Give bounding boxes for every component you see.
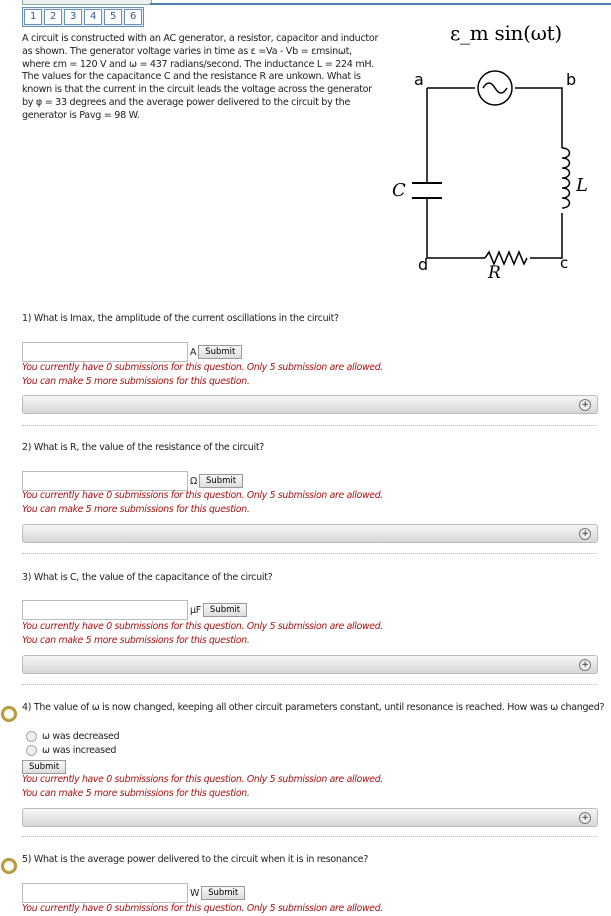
source-label: ε_m sin(ωt) xyxy=(450,21,562,45)
question-5-text: 5) What is the average power delivered to the circuit when it is in resonance? xyxy=(22,854,369,865)
unit-2: Ω xyxy=(190,475,197,487)
tab-2[interactable]: 2 xyxy=(44,9,62,25)
top-divider xyxy=(150,3,611,5)
submissions-remaining: You can make 5 more submissions for this question. xyxy=(22,787,250,799)
question-3-answer xyxy=(22,600,247,620)
problem-text: A circuit is constructed with an AC generator, a resistor, capacitor and inductor as shown. The generator voltage varies in time as ε =Va - Vb = εmsinωt, where εm = 120 V and ω = 437 radians/second. The inductance L = 224 mH. The values for the capacitance C and the resistance R are unkown. What is known is that the current in the circuit leads the voltage across the generator by φ = 33 degrees and the average power delivered to the circuit by the generator is Pavg = 98 W. xyxy=(22,33,379,121)
answer-1-input[interactable] xyxy=(22,342,188,362)
node-b: b xyxy=(566,70,576,89)
circuit-diagram xyxy=(380,8,605,283)
submit-2-button[interactable]: Submit xyxy=(199,474,243,488)
hint-bar-4[interactable] xyxy=(22,808,598,827)
submissions-count: You currently have 0 submissions for this question. Only 5 submission are allowed. xyxy=(22,774,383,785)
tab-5[interactable]: 5 xyxy=(104,9,122,25)
submissions-count: You currently have 0 submissions for this question. Only 5 submission are allowed. xyxy=(22,362,383,373)
unit-5: W xyxy=(190,887,200,899)
capacitor-label: C xyxy=(392,180,406,201)
option-label: ω was decreased xyxy=(42,731,120,742)
question-2-text: 2) What is R, the value of the resistance of the circuit? xyxy=(22,442,264,453)
hint-bar-1[interactable] xyxy=(22,395,598,414)
status-1 xyxy=(22,361,383,388)
submit-3-button[interactable]: Submit xyxy=(203,603,247,617)
submissions-remaining: You can make 5 more submissions for this question. xyxy=(22,634,250,646)
question-tabs xyxy=(22,7,144,27)
status-3 xyxy=(22,620,383,647)
divider xyxy=(22,684,596,685)
submissions-remaining: You can make 5 more submissions for this question. xyxy=(22,503,250,515)
plus-circle-icon[interactable]: + xyxy=(579,399,591,411)
submit-4-button[interactable]: Submit xyxy=(22,760,66,774)
question-1-text: 1) What is Imax, the amplitude of the current oscillations in the circuit? xyxy=(22,313,339,324)
submissions-count: You currently have 0 submissions for this question. Only 5 submission are allowed. xyxy=(22,490,383,501)
answer-5-input[interactable] xyxy=(22,883,188,903)
plus-circle-icon[interactable]: + xyxy=(579,812,591,824)
divider xyxy=(22,425,596,426)
submissions-remaining: You can make 5 more submissions for this question. xyxy=(22,375,250,387)
status-4 xyxy=(22,773,383,800)
tab-3[interactable]: 3 xyxy=(64,9,82,25)
hint-bar-2[interactable] xyxy=(22,524,598,543)
clock-icon xyxy=(1,706,17,722)
question-3-text: 3) What is C, the value of the capacitance of the circuit? xyxy=(22,572,273,583)
tab-1[interactable]: 1 xyxy=(24,9,42,25)
tab-6[interactable]: 6 xyxy=(124,9,142,25)
plus-circle-icon[interactable]: + xyxy=(579,659,591,671)
clock-icon xyxy=(1,858,17,874)
question-4-text: 4) The value of ω is now changed, keeping all other circuit parameters constant, until resonance is reached. How was ω changed? xyxy=(22,702,605,713)
top-tab xyxy=(22,0,152,5)
question-4-options xyxy=(26,730,119,758)
unit-1: A xyxy=(190,346,197,358)
hint-bar-3[interactable] xyxy=(22,655,598,674)
node-a: a xyxy=(414,70,424,89)
option-label: ω was increased xyxy=(42,745,117,756)
plus-circle-icon[interactable]: + xyxy=(579,528,591,540)
question-1-answer xyxy=(22,342,242,362)
submissions-count: You currently have 0 submissions for this question. Only 5 submission are allowed. xyxy=(22,621,383,632)
answer-2-input[interactable] xyxy=(22,471,188,491)
unit-3: μF xyxy=(190,604,201,616)
answer-3-input[interactable] xyxy=(22,600,188,620)
status-2 xyxy=(22,489,383,516)
submissions-count: You currently have 0 submissions for this question. Only 5 submission are allowed. xyxy=(22,903,383,914)
question-5-answer xyxy=(22,883,245,903)
node-c: c xyxy=(560,254,568,272)
radio-button[interactable] xyxy=(26,731,37,742)
status-5 xyxy=(22,902,383,916)
divider xyxy=(22,553,596,554)
resistor-label: R xyxy=(488,263,501,283)
option-decreased[interactable] xyxy=(26,730,119,744)
option-increased[interactable] xyxy=(26,744,119,758)
submit-1-button[interactable]: Submit xyxy=(198,345,242,359)
radio-button[interactable] xyxy=(26,745,37,756)
inductor-label: L xyxy=(576,175,588,196)
question-2-answer xyxy=(22,471,243,491)
node-d: d xyxy=(418,255,428,274)
divider xyxy=(22,836,596,837)
submit-5-button[interactable]: Submit xyxy=(201,886,245,900)
tab-4[interactable]: 4 xyxy=(84,9,102,25)
